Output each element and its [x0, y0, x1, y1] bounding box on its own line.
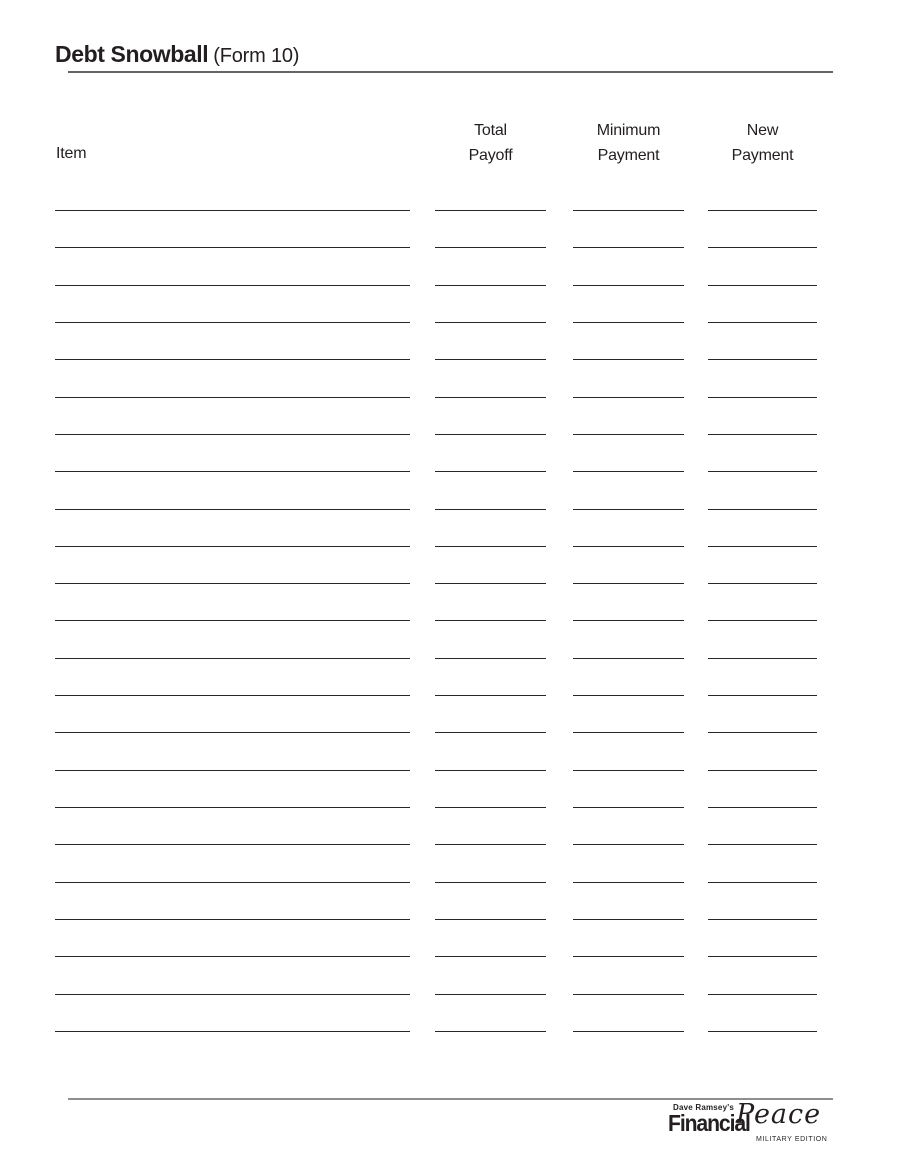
minimum-payment-field[interactable] [573, 620, 684, 621]
item-field[interactable] [55, 695, 410, 696]
new-payment-field[interactable] [708, 882, 817, 883]
total-payoff-field[interactable] [435, 247, 546, 248]
total-payoff-field[interactable] [435, 1031, 546, 1032]
form-number-label: (Form 10) [213, 45, 300, 67]
new-payment-field[interactable] [708, 620, 817, 621]
column-header-new-payment-line1: New [746, 122, 779, 139]
total-payoff-field[interactable] [435, 471, 546, 472]
item-field[interactable] [55, 434, 410, 435]
minimum-payment-field[interactable] [573, 956, 684, 957]
logo-edition-text: MILITARY EDITION [756, 1136, 828, 1143]
item-field[interactable] [55, 658, 410, 659]
column-header-total-payoff-line1: Total [474, 122, 507, 139]
total-payoff-field[interactable] [435, 695, 546, 696]
minimum-payment-field[interactable] [573, 471, 684, 472]
minimum-payment-field[interactable] [573, 397, 684, 398]
footer-divider [68, 1098, 833, 1100]
item-field[interactable] [55, 285, 410, 286]
item-field[interactable] [55, 471, 410, 472]
item-field[interactable] [55, 919, 410, 920]
column-header-minimum-payment-line2: Payment [597, 147, 660, 164]
new-payment-field[interactable] [708, 359, 817, 360]
minimum-payment-field[interactable] [573, 919, 684, 920]
minimum-payment-field[interactable] [573, 285, 684, 286]
new-payment-field[interactable] [708, 844, 817, 845]
minimum-payment-field[interactable] [573, 359, 684, 360]
item-field[interactable] [55, 397, 410, 398]
logo-prefix-text: Dave Ramsey's [673, 1103, 734, 1112]
total-payoff-field[interactable] [435, 583, 546, 584]
total-payoff-field[interactable] [435, 210, 546, 211]
total-payoff-field[interactable] [435, 770, 546, 771]
new-payment-field[interactable] [708, 807, 817, 808]
minimum-payment-field[interactable] [573, 210, 684, 211]
item-field[interactable] [55, 956, 410, 957]
item-field[interactable] [55, 509, 410, 510]
column-header-item-label: Item [56, 145, 87, 162]
minimum-payment-field[interactable] [573, 770, 684, 771]
minimum-payment-field[interactable] [573, 732, 684, 733]
new-payment-field[interactable] [708, 509, 817, 510]
total-payoff-field[interactable] [435, 359, 546, 360]
minimum-payment-field[interactable] [573, 1031, 684, 1032]
new-payment-field[interactable] [708, 658, 817, 659]
minimum-payment-field[interactable] [573, 546, 684, 547]
new-payment-field[interactable] [708, 322, 817, 323]
logo-peace-script-text: Peace [736, 1099, 822, 1130]
total-payoff-field[interactable] [435, 397, 546, 398]
new-payment-field[interactable] [708, 956, 817, 957]
financial-peace-logo [668, 1099, 840, 1154]
minimum-payment-field[interactable] [573, 434, 684, 435]
new-payment-field[interactable] [708, 1031, 817, 1032]
item-field[interactable] [55, 210, 410, 211]
item-field[interactable] [55, 807, 410, 808]
minimum-payment-field[interactable] [573, 658, 684, 659]
new-payment-field[interactable] [708, 285, 817, 286]
minimum-payment-field[interactable] [573, 695, 684, 696]
new-payment-field[interactable] [708, 994, 817, 995]
total-payoff-field[interactable] [435, 882, 546, 883]
minimum-payment-field[interactable] [573, 247, 684, 248]
total-payoff-field[interactable] [435, 994, 546, 995]
item-field[interactable] [55, 359, 410, 360]
item-field[interactable] [55, 247, 410, 248]
total-payoff-field[interactable] [435, 658, 546, 659]
total-payoff-field[interactable] [435, 732, 546, 733]
page-title: Debt Snowball [55, 41, 209, 67]
minimum-payment-field[interactable] [573, 583, 684, 584]
total-payoff-field[interactable] [435, 620, 546, 621]
item-field[interactable] [55, 844, 410, 845]
logo-financial-text: Financial [668, 1110, 750, 1136]
column-header-new-payment-line2: Payment [731, 147, 794, 164]
column-header-total-payoff-line2: Payoff [468, 147, 513, 164]
minimum-payment-field[interactable] [573, 322, 684, 323]
total-payoff-field[interactable] [435, 509, 546, 510]
new-payment-field[interactable] [708, 247, 817, 248]
total-payoff-field[interactable] [435, 285, 546, 286]
total-payoff-field[interactable] [435, 434, 546, 435]
total-payoff-field[interactable] [435, 322, 546, 323]
item-field[interactable] [55, 620, 410, 621]
minimum-payment-field[interactable] [573, 807, 684, 808]
new-payment-field[interactable] [708, 583, 817, 584]
minimum-payment-field[interactable] [573, 509, 684, 510]
minimum-payment-field[interactable] [573, 994, 684, 995]
item-field[interactable] [55, 994, 410, 995]
new-payment-field[interactable] [708, 919, 817, 920]
new-payment-field[interactable] [708, 471, 817, 472]
column-header-minimum-payment-line1: Minimum [596, 122, 661, 139]
item-field[interactable] [55, 882, 410, 883]
new-payment-field[interactable] [708, 770, 817, 771]
item-field[interactable] [55, 546, 410, 547]
item-field[interactable] [55, 732, 410, 733]
new-payment-field[interactable] [708, 695, 817, 696]
item-field[interactable] [55, 1031, 410, 1032]
total-payoff-field[interactable] [435, 807, 546, 808]
minimum-payment-field[interactable] [573, 882, 684, 883]
total-payoff-field[interactable] [435, 956, 546, 957]
total-payoff-field[interactable] [435, 844, 546, 845]
new-payment-field[interactable] [708, 732, 817, 733]
item-field[interactable] [55, 770, 410, 771]
new-payment-field[interactable] [708, 546, 817, 547]
new-payment-field[interactable] [708, 210, 817, 211]
new-payment-field[interactable] [708, 397, 817, 398]
total-payoff-field[interactable] [435, 546, 546, 547]
item-field[interactable] [55, 322, 410, 323]
minimum-payment-field[interactable] [573, 844, 684, 845]
item-field[interactable] [55, 583, 410, 584]
new-payment-field[interactable] [708, 434, 817, 435]
total-payoff-field[interactable] [435, 919, 546, 920]
